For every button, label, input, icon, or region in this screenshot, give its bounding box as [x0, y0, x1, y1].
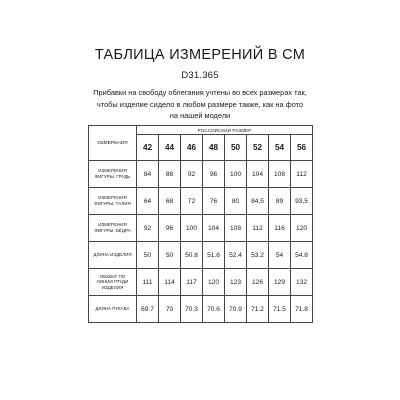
row-label-line: ФИГУРЫ, ГРУДЬ [94, 174, 131, 179]
table-cell: 112 [291, 161, 313, 188]
row-label-line: ФИГУРЫ, БЁДРА [94, 228, 131, 233]
table-cell: 70.6 [203, 296, 225, 323]
size-46-header: 46 [181, 135, 203, 161]
table-cell: 80 [225, 188, 247, 215]
table-cell: 53.2 [247, 242, 269, 269]
table-cell: 116 [269, 215, 291, 242]
size-table [88, 125, 313, 323]
table-cell: 54 [269, 242, 291, 269]
table-row [89, 296, 313, 323]
row-label-line: ИЗДЕЛИЯ [101, 284, 124, 290]
table-cell: 68 [159, 188, 181, 215]
size-44-header: 44 [159, 135, 181, 161]
row-label-line: ОБХВАТ ПО [99, 273, 126, 279]
table-cell: 50 [137, 242, 159, 269]
table-cell: 112 [247, 215, 269, 242]
table-cell: 70.9 [225, 296, 247, 323]
row-label [89, 269, 137, 296]
size-48-header: 48 [203, 135, 225, 161]
row-label-line: ДЛИНА ИЗДЕЛИЯ [93, 252, 132, 258]
table-cell: 64 [137, 188, 159, 215]
table-cell: 71.2 [247, 296, 269, 323]
size-42-header: 42 [137, 135, 159, 161]
row-label [89, 215, 137, 242]
table-cell: 76 [203, 188, 225, 215]
table-cell: 96 [159, 215, 181, 242]
table-cell: 51.6 [203, 242, 225, 269]
size-56-header: 56 [291, 135, 313, 161]
table-cell: 114 [159, 269, 181, 296]
table-cell: 104 [203, 215, 225, 242]
fit-note [84, 87, 316, 122]
table-row [89, 215, 313, 242]
table-cell: 71.5 [269, 296, 291, 323]
fit-note-line: чтобы изделие сидело в любом размере также, как на фото [96, 99, 304, 109]
table-cell: 54.8 [291, 242, 313, 269]
table-cell: 50 [159, 242, 181, 269]
table-cell: 92 [181, 161, 203, 188]
row-label [89, 188, 137, 215]
article-code: D31.365 [181, 70, 219, 81]
row-label-line: ИЗМЕРЕНИЯ [98, 195, 127, 201]
table-cell: 88 [159, 161, 181, 188]
size-52-header: 52 [247, 135, 269, 161]
table-cell: 120 [203, 269, 225, 296]
table-cell: 126 [247, 269, 269, 296]
row-label-line: ФИГУРЫ, ТАЛИЯ [94, 201, 131, 206]
table-cell: 129 [269, 269, 291, 296]
table-cell: 104 [247, 161, 269, 188]
table-cell: 123 [225, 269, 247, 296]
table-cell: 84,5 [247, 188, 269, 215]
table-cell: 72 [181, 188, 203, 215]
table-cell: 84 [137, 161, 159, 188]
row-label [89, 242, 137, 269]
table-cell: 50.8 [181, 242, 203, 269]
fit-note-line: Прибавки на свободу облегания учтены во всех размерах так, [93, 88, 307, 97]
row-label [89, 296, 137, 323]
measurements-header: ИЗМЕРЕНИЯ [89, 126, 137, 161]
row-label-line: ЛИНИИ ГРУДИ [96, 279, 129, 285]
table-row [89, 188, 313, 215]
table-cell: 70 [159, 296, 181, 323]
table-cell: 108 [225, 215, 247, 242]
table-cell: 132 [291, 269, 313, 296]
table-cell: 100 [225, 161, 247, 188]
row-label-line: ДЛИНА РУКАВА [95, 306, 130, 312]
table-cell: 52.4 [225, 242, 247, 269]
row-label-line: ИЗМЕРЕНИЯ [98, 168, 127, 174]
table-cell: 111 [137, 269, 159, 296]
table-cell: 93,5 [291, 188, 313, 215]
table-row [89, 242, 313, 269]
table-row [89, 269, 313, 296]
table-cell: 70.3 [181, 296, 203, 323]
table-cell: 108 [269, 161, 291, 188]
table-row [89, 161, 313, 188]
size-54-header: 54 [269, 135, 291, 161]
table-cell: 100 [181, 215, 203, 242]
table-cell: 89 [269, 188, 291, 215]
russian-size-header: РОССИЙСКИЙ РАЗМЕР [137, 126, 313, 135]
table-cell: 69.7 [137, 296, 159, 323]
fit-note-line: на нашей модели [169, 111, 231, 120]
size-50-header: 50 [225, 135, 247, 161]
row-label-line: ИЗМЕРЕНИЯ [98, 222, 127, 228]
table-cell: 117 [181, 269, 203, 296]
table-cell: 92 [137, 215, 159, 242]
table-cell: 71.8 [291, 296, 313, 323]
row-label [89, 161, 137, 188]
table-cell: 120 [291, 215, 313, 242]
table-cell: 96 [203, 161, 225, 188]
page-title: ТАБЛИЦА ИЗМЕРЕНИЙ В СМ [94, 47, 306, 63]
